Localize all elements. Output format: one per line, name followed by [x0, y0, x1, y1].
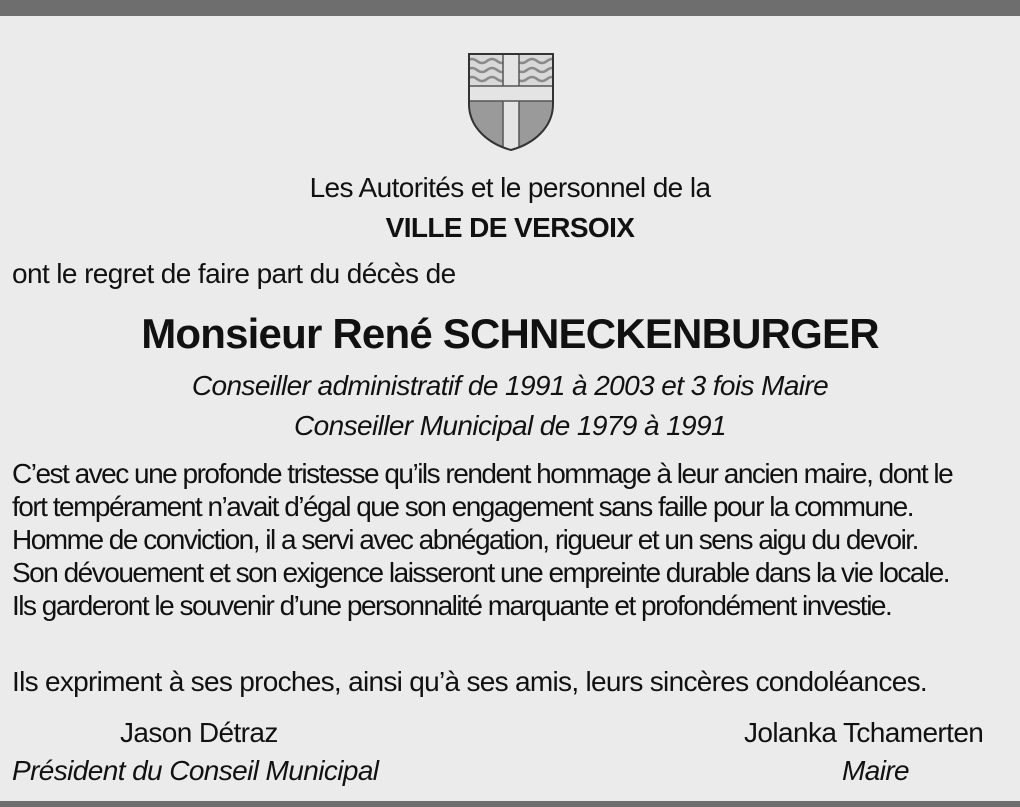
signatory-right-role: Maire [842, 755, 910, 786]
deceased-name: Monsieur René SCHNECKENBURGER [141, 310, 879, 357]
tribute-line: C’est avec une profonde tristesse qu’ils rendent hommage à leur ancien maire, dont le [12, 458, 953, 489]
town-name: VILLE DE VERSOIX [385, 212, 635, 243]
bottom-border [0, 801, 1020, 807]
announcement-line: ont le regret de faire part du décès de [12, 258, 456, 289]
intro-authorities: Les Autorités et le personnel de la [309, 172, 711, 203]
tribute-line: Homme de conviction, il a servi avec abnégation, rigueur et un sens aigu du devoir. [12, 524, 918, 555]
condolences-line: Ils expriment à ses proches, ainsi qu’à ses amis, leurs sincères condoléances. [12, 666, 927, 697]
top-border [0, 0, 1020, 16]
deceased-title-2: Conseiller Municipal de 1979 à 1991 [294, 410, 726, 441]
signatory-right-name: Jolanka Tchamerten [744, 717, 984, 748]
tribute-line: Son dévouement et son exigence laisseront une empreinte durable dans la vie locale. [12, 557, 950, 588]
deceased-title-1: Conseiller administratif de 1991 à 2003 et 3 fois Maire [191, 370, 829, 401]
versoix-coat-of-arms-icon [467, 52, 555, 152]
signatory-left-role: Président du Conseil Municipal [12, 755, 379, 786]
tribute-paragraph [12, 457, 1012, 622]
tribute-line: Ils garderont le souvenir d’une personnalité marquante et profondément investie. [12, 590, 892, 621]
signatory-left-name: Jason Détraz [120, 717, 278, 748]
tribute-line: fort tempérament n’avait d’égal que son engagement sans faille pour la commune. [12, 491, 913, 522]
